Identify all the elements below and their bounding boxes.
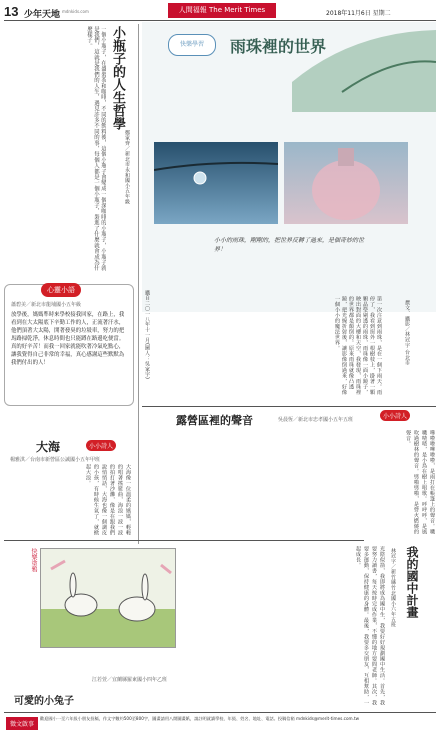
column-divider	[138, 24, 139, 544]
poem-camp-byline: 吳晨恆／新北市忠孝國小五年五班	[278, 417, 354, 423]
feature-byline: 撰文、攝影／林冠宇 台北市	[404, 300, 410, 366]
footer-rule	[4, 712, 436, 713]
newspaper-logo: 人間福報 The Merit Times	[168, 3, 276, 18]
footer-label: 徵文啟事	[6, 717, 38, 730]
left-article-title: 小瓶子的人生哲學	[110, 26, 125, 130]
poem-camp-body: 嘩啦啦嘩啦啦，是雨打在帳篷上的聲音。嘰嘰喳喳，是小鳥在樹上唱歌。呼呼呼，是風吹過樹林的聲音。劈啪劈啪，是營火燃燒的聲音。	[405, 430, 435, 535]
poem-sea-byline: 楊雅淇／台南市新營區公誠國小五年甲班	[10, 457, 101, 463]
raindrop-icon	[154, 142, 278, 224]
drawing-byline: 江若萱／宜蘭縣羅東國小四年乙班	[92, 677, 168, 683]
right-article-byline: 林冠字／新竹縣竹北國小六年五班	[390, 548, 396, 628]
feature-rule	[142, 406, 436, 407]
heart-box-heading: 心靈小語	[41, 283, 81, 297]
feature-body: 第一次注意到雨珠，是在一個下雨天。雨停了，我看到窗外一根樹枝上，掛著一顆顆晶瑩剔透的雨珠，雨珠像一面小鏡子，映出對面的大樓和天空，我發現，雨珠裡的世界都是顛倒的。原來雨珠就像凸透鏡，把光線折射後，讓影像倒過來，好像一個小小的魔法世界。	[334, 296, 382, 395]
rabbit-drawing	[40, 548, 176, 648]
bottle-photo	[284, 142, 408, 224]
middle-rule	[4, 540, 364, 541]
heart-box	[4, 284, 134, 406]
rabbit-icon	[41, 549, 175, 647]
bottle-icon	[284, 142, 408, 224]
footer-body: 歡迎國小一至六年級小朋友投稿，作文字數約500至800字，圖畫請用八開圖畫紙，請註明就讀學校、年級、姓名、地址、電話。投稿信箱 mdnkids@merit-times.com.tw	[40, 716, 360, 721]
poem-sea-badge: 小小詩人	[86, 440, 116, 451]
poem-sea-title: 大海	[36, 440, 61, 454]
poem-camp-title: 露營區裡的聲音	[176, 414, 253, 427]
page-number: 13	[4, 4, 19, 19]
heart-box-body: 放學後，媽媽準時來學校接我回家，在路上，我看到在大太陽底下辛勤工作的人，正流著汗水，他們頂著大太陽，開著發臭的垃圾車，努力的把馬路掃乾淨，休息時間也只能蹲在路邊吃便當。真的好辛苦！而我一回家就能吹著冷氣吃點心，讓我覺得自己非常的幸福，真心感謝這些默默為我們付出的人！	[11, 312, 125, 366]
drawing-title: 可愛的小兔子	[14, 696, 74, 707]
poem-camp-badge: 小小詩人	[380, 410, 410, 421]
feature-caption: 攝自二〇一八年十一月(圖人：吳家宇)	[144, 290, 150, 380]
heart-box-byline: 蕭碧美／新北市龍埔國小五年級	[11, 302, 82, 308]
feature-stamp: 快樂學習	[168, 34, 216, 56]
issue-date: 2018年11月6日 星期二	[326, 10, 391, 17]
raindrop-photo	[154, 142, 278, 224]
right-article-body: 光陰似箭，我即將成為國中生，我要好好規劃國中生活。首先，我要努力讀書，每天按時完成作業，不懂的地方要問老師。其次，我要多運動，保持健康的身體。最後，我要多交朋友，互相幫助，一起成長。	[355, 546, 385, 706]
right-article-title: 我的國中計畫	[405, 546, 419, 618]
left-article-body: 一個小瓶子，在盛裝茶和咖啡，不同的飲料後，這個小瓶子會變成一個深咖啡的小瓶子，小瓶子就是我們，這就是我們的人生，遇見許多不同的事，每個人都是一個小瓶子，裝進了什麼就會成為什麼樣子。	[86, 26, 106, 272]
site-url: mdnkids.com	[62, 9, 89, 14]
feature-title: 雨珠裡的世界	[230, 37, 327, 56]
poem-sea-body: 大海像一位溫柔的媽媽，輕輕的唱著搖籃曲，海浪一波一波的拍打著沙灘，像是在跟我們說悄悄話，大海也像一個調皮的小孩，有時候生氣了，就掀起大浪。	[85, 464, 131, 536]
feature-handwriting: 小小的雨珠，剛剛的，把世界反轉了過來，是個奇妙的世界！	[214, 237, 365, 253]
section-title: 少年天地	[24, 10, 61, 20]
left-article-byline: 鄭家齊／新北市永和國小五年級	[124, 130, 130, 205]
drawing-stamp: 快樂塗鴉	[30, 548, 37, 572]
header-rule	[4, 20, 436, 21]
